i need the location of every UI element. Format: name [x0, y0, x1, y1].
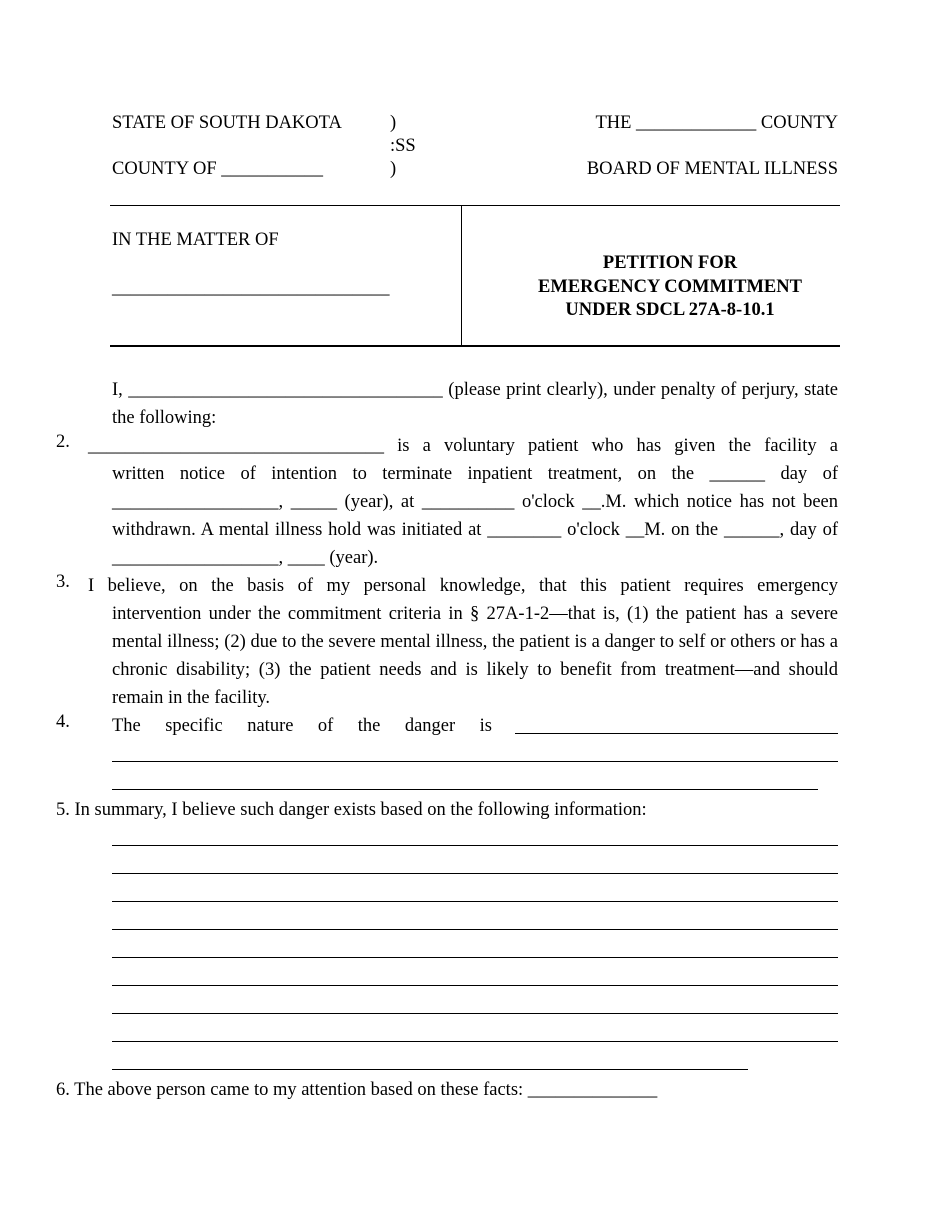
info-line-2: [112, 873, 838, 874]
document-title: [480, 252, 860, 323]
danger-blank-line-1: [515, 733, 838, 734]
info-line-6: [112, 985, 838, 986]
state-line: STATE OF SOUTH DAKOTA: [112, 113, 342, 133]
paragraph-6: 6. The above person came to my attention based on these facts: ______________: [56, 1080, 658, 1100]
danger-blank-line-2: [112, 761, 838, 762]
caption-top-rule: [110, 205, 840, 206]
matter-name-blank: ______________________________: [112, 278, 390, 298]
title-line-2: EMERGENCY COMMITMENT: [538, 276, 802, 297]
board-county: THE _____________ COUNTY: [595, 113, 838, 133]
info-line-5: [112, 957, 838, 958]
matter-label: IN THE MATTER OF: [112, 230, 279, 250]
paragraph-2-number: 2.: [56, 432, 70, 452]
info-line-4: [112, 929, 838, 930]
info-line-9: [112, 1069, 748, 1070]
info-line-7: [112, 1013, 838, 1014]
paren-bottom: ): [390, 159, 397, 179]
paragraph-1: I, __________________________________ (please print clearly), under penalty of perjury, state the following:: [112, 380, 838, 428]
paragraph-2-first-line: ________________________________ is a voluntary patient who has given the facility a: [88, 436, 838, 456]
caption-bottom-rule: [110, 345, 840, 347]
info-line-3: [112, 901, 838, 902]
info-line-1: [112, 845, 838, 846]
danger-blank-line-3: [112, 789, 818, 790]
paren-top: ): [390, 113, 397, 133]
paragraph-2-body: written notice of intention to terminate inpatient treatment, on the ______ day of __________________, _____ (year), at __________ o'clock __.M. which notice has not been withdrawn. A mental illness hold was initiated at ________ o'clock __M. on the ______, day of __________________, ____ (year).: [112, 464, 838, 568]
paragraph-4-text: The specific nature of the danger is: [112, 716, 492, 736]
title-line-1: PETITION FOR: [602, 253, 738, 273]
ss-mark: :SS: [390, 136, 416, 156]
board-name: BOARD OF MENTAL ILLNESS: [586, 159, 838, 179]
paragraph-5: 5. In summary, I believe such danger exists based on the following information:: [56, 800, 647, 820]
title-line-3: UNDER SDCL 27A-8-10.1: [565, 300, 775, 320]
paragraph-3-body: intervention under the commitment criteria in § 27A-1-2—that is, (1) the patient has a severe mental illness; (2) due to the severe mental illness, the patient is a danger to self or others or has a chronic disability; (3) the patient needs and is likely to benefit from treatment—and should remain in the facility.: [112, 604, 838, 708]
caption-divider: [461, 205, 462, 345]
paragraph-3-first-line: I believe, on the basis of my personal knowledge, that this patient requires emergency: [88, 576, 838, 596]
paragraph-4-number: 4.: [56, 712, 70, 732]
county-line: COUNTY OF ___________: [112, 159, 324, 179]
paragraph-3-number: 3.: [56, 572, 70, 592]
info-line-8: [112, 1041, 838, 1042]
